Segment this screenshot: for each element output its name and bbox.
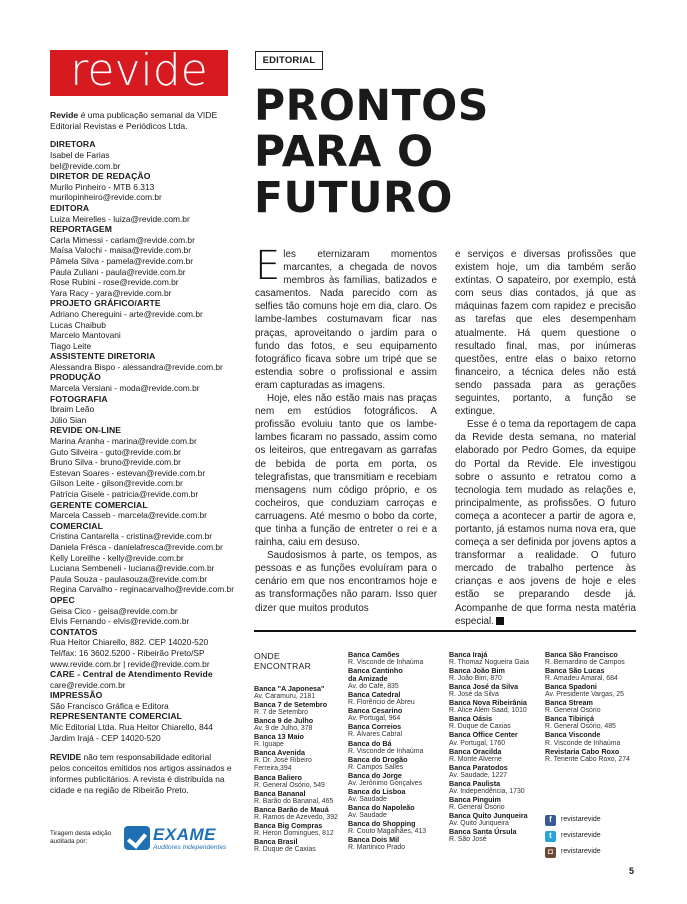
staff-line: murilopinheiro@revide.com.br (50, 192, 162, 203)
newsstand-name: Banca Correios (348, 722, 402, 732)
newsstand-address: Av. Presidente Vargas, 25 (545, 691, 624, 699)
staff-heading: CONTATOS (50, 626, 98, 637)
staff-line: bel@revide.com.br (50, 160, 121, 171)
newsstand-name: Banca Stream (545, 698, 593, 708)
staff-line: Mic Editorial Ltda. Rua Heitor Chiarello, 844 (50, 722, 213, 733)
newsstand-name: Banca 7 de Setembro (254, 700, 328, 710)
newsstand-address: R. Thomaz Nogueira Gaia (449, 659, 529, 667)
newsstand-column (348, 651, 426, 852)
newsstand-name: Banca Spadoni (545, 682, 597, 692)
exame-logo (124, 824, 236, 854)
newsstand-name: Banca Pinguim (449, 794, 501, 804)
newsstand-address: Av. Portugal, 964 (348, 715, 401, 723)
newsstand-name: Banca "A Japonesa" (254, 684, 325, 693)
drop-cap: E (255, 243, 281, 289)
newsstand-name: Banca Santa Úrsula (449, 827, 517, 837)
staff-heading: PROJETO GRÁFICO/ARTE (50, 298, 161, 309)
social-link[interactable] (545, 844, 601, 860)
newsstand-address: R. Monte Alverne (449, 755, 502, 763)
newsstand-name: Banca Visconde (545, 730, 601, 740)
newsstand-address: R. Martinico Prado (348, 844, 406, 852)
intro-text: é uma publicação semanal da VIDE Editorial Revistas e Periódicos Ltda. (50, 110, 218, 132)
newsstand-address: Av. 9 de Julho, 378 (254, 725, 313, 733)
newsstand-name: Banca Dois Mil (348, 835, 400, 845)
staff-line: Isabel de Farias (50, 150, 110, 160)
staff-line: Jardim Irajá - CEP 14020-520 (50, 732, 161, 743)
staff-line: care@revide.com.br (50, 679, 126, 690)
newsstand-address: Ferreira,394 (254, 765, 292, 773)
staff-heading: ASSISTENTE DIRETORIA (50, 351, 156, 362)
staff-line: Daniela Frésca - danielafresca@revide.com.br (50, 541, 223, 552)
newsstand-name: Banca Tibiriçá (545, 714, 595, 724)
where-title-line: ONDE (254, 651, 281, 661)
staff-line: Patrícia Gisele - patricia@revide.com.br (50, 489, 199, 499)
staff-line: Yara Racy - yara@revide.com.br (50, 287, 172, 298)
staff-heading: DIRETOR DE REDAÇÃO (50, 171, 151, 182)
newsstand-name: Banca Big Compras (254, 820, 323, 830)
newsstand-address: Av. Independência, 1730 (449, 787, 525, 795)
social-link[interactable] (545, 812, 601, 828)
intro-brand: Revide (50, 110, 79, 120)
section-tag: EDITORIAL (255, 51, 323, 70)
staff-box (50, 45, 234, 795)
staff-line: Bruno Silva - bruno@revide.com.br (50, 457, 181, 468)
staff-line: Júlio Sian (50, 414, 87, 425)
newsstand-address: R. Dr. José Ribeiro (254, 757, 312, 765)
staff-section (50, 669, 232, 690)
staff-line: Alessandra Bispo - alessandra@revide.com.br (50, 361, 223, 372)
newsstand-name: Banca Baliero (254, 772, 302, 782)
staff-line: Kelly Loreilhe - kelly@revide.com.br (50, 552, 184, 563)
newsstand-address: Av. Saudade (348, 811, 387, 819)
staff-line: Lucas Chaibub (50, 319, 106, 330)
newsstand-address: Av. Saudade, 1227 (449, 771, 507, 779)
staff-section (50, 171, 232, 203)
newsstand-address: R. Visconde de Inhaúma (348, 659, 424, 667)
newsstand-address: R. Ramos de Azevedo, 392 (254, 813, 338, 821)
staff-line: Rua Heitor Chiarello, 882. CEP 14020-520 (50, 637, 209, 648)
newsstand-address: Av. Portugal, 1760 (449, 739, 506, 747)
page-number: 5 (629, 866, 635, 876)
paragraph-text: Esse é o tema da reportagem de capa da Revide desta semana, no material elaborado por Pedro Gomes, da equipe do Portal da Revide. Ele investigou sobre o assunto e retratou como a tecnologia tem mudado as relações e, principalmente, as profissões. O futuro começa a acontecer a partir de agora e, portanto, já estamos numa nova era, que começa a ser definida por jovens aptos a transformar a realidade. O futuro mercado de trabalho pertence às crianças e aos jovens de hoje e eles estão se preparando desde já. Acompanhe de que forma nesta matéria especial. (455, 419, 636, 627)
newsstand-name: Banca Cesarino (348, 706, 403, 716)
newsstand-column (449, 651, 529, 844)
newsstand-name: Banca Paratodos (449, 762, 508, 772)
newsstand-address: R. Amadeu Amaral, 684 (545, 675, 618, 683)
newsstand-name: Banca do Napoleão (348, 802, 415, 812)
newsstand-name: Banca do Lisboa (348, 786, 406, 796)
newsstand-name: Banca Irajá (449, 650, 488, 659)
paragraph-text: les eternizaram momentos marcantes, a chegada de novos membros às famílias, batizados e casamentos. Nada parecido com as selfies tão comuns hoje em dia, claro. Os lambe-lambes costumavam ficar nas praças, aproveitando o jardim para o fundo das fotos, e seu equipamento fotográfico ficava sobre um tripé que se estendia sobre o profissional e assim eram capturadas as imagens. (255, 249, 437, 391)
newsstand-name: Banca Avenida (254, 748, 305, 758)
staff-heading: OPEC (50, 594, 75, 605)
social-links (545, 812, 601, 860)
newsstand-name: Banca do Jorge (348, 770, 402, 780)
exame-logo-word: EXAME (153, 825, 216, 844)
staff-line: Luciana Sembeneli - luciana@revide.com.br (50, 563, 215, 574)
staff-list (50, 139, 232, 743)
disclaimer-text: não tem responsabilidade editorial pelos conceitos emitidos nos artigos assinados e informes publicitários. A revista é distribuída na cidade e na região de Ribeirão Preto. (50, 752, 232, 795)
newsstand-name: Banca Catedral (348, 690, 401, 700)
newsstand-column (545, 651, 630, 764)
staff-section (50, 627, 232, 669)
staff-line: Elvis Fernando - elvis@revide.com.br (50, 616, 190, 627)
staff-section (50, 394, 232, 426)
newsstand-address: R. Álvares Cabral (348, 731, 402, 739)
staff-section (50, 372, 232, 393)
newsstand-address: R. General Osório, 549 (254, 781, 325, 789)
audit-text: Tiragem desta edição auditada por: (50, 830, 112, 845)
staff-line: Cristina Cantarella - cristina@revide.com.br (50, 531, 213, 542)
staff-section (50, 224, 232, 298)
newsstand-address: R. Bernardino de Campos (545, 659, 625, 667)
newsstand-name: Banca Bananal (254, 788, 306, 798)
article-paragraph (255, 243, 437, 392)
social-link[interactable] (545, 828, 601, 844)
staff-heading: REVIDE ON-LINE (50, 425, 122, 436)
newsstand-address: R. São José (449, 836, 487, 844)
staff-section (50, 203, 232, 224)
newsstand-address: R. General Osório (449, 803, 505, 811)
newsstand-name: Banca Brasil (254, 836, 298, 846)
twitter-icon: t (545, 831, 556, 842)
staff-section (50, 521, 232, 595)
newsstand-name: Banca Paulista (449, 778, 501, 788)
staff-line: Geisa Cico - geisa@revide.com.br (50, 605, 178, 616)
staff-line: Pâmela Silva - pamela@revide.com.br (50, 255, 194, 266)
newsstand-address: R. Duque de Caxias (254, 845, 316, 853)
newsstand-address: Av. do Café, 835 (348, 683, 399, 691)
newsstand-address: R. Iguape (254, 741, 284, 749)
staff-line: Ibraim Leão (50, 404, 95, 415)
article-paragraph: Saudosismos à parte, os tempos, as pessoas e as funções evoluíram para o cenário em que nos encontramos hoje e as transformações não param. Isso quer dizer que muitos produtos (255, 550, 437, 614)
article-paragraph: Hoje, eles não estão mais nas praças nem em estúdios fotográficos. A profissão evoluiu tanto que os lambe-lambes ficaram no passado, assim como os leiteiros, que entregavam as garrafas de bebida de porta em porta, os telegrafistas, que transmitiam e recebiam mensagens num código próprio, e os cocheiros, que conduziam carroças e carruagens. Até mesmo o bobo da corte, que tinha a função de entreter o rei e a rainha, caiu em desuso. (255, 393, 437, 549)
staff-line: Rose Rubini - rose@revide.com.br (50, 277, 179, 288)
newsstand-address: R. General Osório (545, 707, 601, 715)
staff-line: Murilo Pinheiro - MTB 6.313 (50, 181, 155, 192)
staff-section (50, 425, 232, 499)
disclaimer (50, 752, 232, 795)
where-title-line: ENCONTRAR (254, 661, 312, 671)
newsstand-address: R. João Bim, 870 (449, 675, 502, 683)
facebook-icon: f (545, 815, 556, 826)
social-handle: revistarevide (561, 848, 601, 855)
newsstand-address: R. Duque de Caxias (449, 723, 511, 731)
newsstand-address: Av. Caramuru, 2181 (254, 693, 316, 701)
newsstand-address: R. Barão do Bananal, 465 (254, 797, 334, 805)
newsstand-address: Av. Saudade (348, 795, 387, 803)
staff-section (50, 298, 232, 351)
staff-line: Luiza Meirelles - luiza@revide.com.br (50, 213, 190, 224)
newsstand-name: Banca Barão de Mauá (254, 804, 329, 814)
staff-heading: DIRETORA (50, 139, 96, 150)
staff-line: Adriano Chereguini - arte@revide.com.br (50, 308, 203, 319)
title-line: PRONTOS (254, 82, 489, 131)
newsstand-name: Banca José da Silva (449, 682, 519, 692)
staff-line: Maísa Valochi - maisa@revide.com.br (50, 245, 191, 256)
newsstand-address: R. General Osório, 485 (545, 723, 616, 731)
newsstand-name: Banca São Francisco (545, 650, 618, 659)
newsstand-address: R. Campos Salles (348, 763, 404, 771)
where-to-find-title (254, 651, 311, 671)
staff-line: Paula Zuliani - paula@revide.com.br (50, 266, 186, 277)
staff-heading: CARE - Central de Atendimento Revide (50, 669, 213, 680)
newsstand-name: Banca 9 de Julho (254, 716, 314, 726)
social-handle: revistarevide (561, 816, 601, 823)
newsstand-name: Banca Quito Junqueira (449, 810, 528, 820)
newsstand-name: Banca Oracilda (449, 746, 502, 756)
staff-line: Tel/fax: 16 3602.5200 - Ribeirão Preto/SP (50, 647, 205, 658)
newsstand-address: Av. Quito Junqueira (449, 819, 509, 827)
newsstand-address: R. Visconde de Inhaúma (545, 739, 621, 747)
staff-line: Carla Mimessi - carlam@revide.com.br (50, 234, 195, 245)
staff-line: Marcela Versiani - moda@revide.com.br (50, 383, 200, 394)
staff-line: Marcela Casseb - marcela@revide.com.br (50, 510, 207, 521)
newsstand-address: R. Visconde de Inhaúma (348, 747, 424, 755)
logo-text: revide (70, 45, 208, 96)
social-handle: revistarevide (561, 832, 601, 839)
newsstand-name: Banca do Drogão (348, 754, 408, 764)
checkmark-icon (124, 826, 150, 850)
staff-heading: GERENTE COMERCIAL (50, 499, 148, 510)
staff-heading: COMERCIAL (50, 520, 103, 531)
staff-section (50, 351, 232, 372)
audit-block (50, 824, 232, 854)
staff-heading: IMPRESSÃO (50, 690, 103, 701)
end-mark-icon (496, 617, 504, 625)
staff-line: www.revide.com.br | revide@revide.com.br (50, 658, 210, 669)
staff-section (50, 500, 232, 521)
staff-line: Paula Souza - paulasouza@revide.com.br (50, 573, 208, 584)
newsstand-name: Banca do Bá (348, 738, 392, 748)
staff-line: Marina Aranha - marina@revide.com.br (50, 436, 197, 447)
staff-heading: PRODUÇÃO (50, 372, 101, 383)
staff-line: Marcelo Mantovani (50, 330, 121, 341)
newsstand-name: da Amizade (348, 674, 388, 684)
newsstand-name: Banca Camões (348, 650, 400, 659)
newsstand-name: Banca São Lucas (545, 666, 605, 676)
article-column-1 (255, 243, 437, 615)
newsstand-address: R. Heron Domingues, 812 (254, 829, 334, 837)
page-title (254, 84, 554, 222)
newsstand-column (254, 685, 338, 854)
article-paragraph (455, 418, 636, 628)
staff-line: Gilson Leite - gilson@revide.com.br (50, 478, 183, 489)
staff-line: Estevan Soares - estevan@revide.com.br (50, 467, 206, 478)
staff-heading: EDITORA (50, 202, 90, 213)
newsstand-address: R. Couto Magalhães, 413 (348, 828, 427, 836)
newsstand-name: Banca Nova Ribeirânia (449, 698, 527, 708)
publication-intro (50, 110, 232, 132)
disclaimer-brand: REVIDE (50, 752, 82, 763)
instagram-icon: ◘ (545, 847, 556, 858)
newsstand-address: R. Alice Além Saad, 1010 (449, 707, 527, 715)
staff-section (50, 595, 232, 627)
section-divider (254, 630, 636, 632)
newsstand-address: R. Tenente Cabo Roxo, 274 (545, 755, 630, 763)
staff-heading: REPORTAGEM (50, 224, 112, 235)
staff-line: Regina Carvalho - reginacarvalho@revide.com.br (50, 584, 234, 595)
title-line: FUTURO (254, 174, 453, 223)
title-line: PARA O (254, 128, 434, 177)
staff-line: Tiago Leite (50, 340, 92, 351)
staff-line: Guto Silveira - guto@revide.com.br (50, 446, 181, 457)
newsstand-address: R. 7 de Setembro (254, 709, 309, 717)
newsstand-address: Av. Jerônimo Gonçalves (348, 779, 423, 787)
staff-heading: FOTOGRAFIA (50, 393, 108, 404)
newsstand-name: Banca Oásis (449, 714, 493, 724)
newsstand-address: R. Florêncio de Abreu (348, 699, 415, 707)
staff-section (50, 711, 232, 743)
newsstand-name: Banca do Shopping (348, 818, 416, 828)
article-column-2 (455, 248, 636, 628)
exame-logo-sub: Auditores Independentes (153, 844, 227, 851)
article-paragraph: e serviços e diversas profissões que existem hoje, um dia também serão extintas. O sapateiro, por exemplo, está com seus dias contados, já que as máquinas fazem com rapidez e precisão as tarefas que eles desempenham atualmente. Há quem questione o resultado final, mas, por inúmeras questões, entre elas o baixo retorno financeiro, a técnica deles não está sendo passada para as gerações seguintes, portanto, a função se extingue. (455, 249, 636, 418)
newsstand-name: Banca 13 Maio (254, 732, 304, 742)
newsstand-name: Banca Office Center (449, 730, 518, 740)
staff-heading: REPRESENTANTE COMERCIAL (50, 711, 183, 722)
staff-line: São Francisco Gráfica e Editora (50, 700, 169, 711)
staff-section (50, 690, 232, 711)
newsstand-name: Banca João Bim (449, 666, 505, 676)
newsstand-address: R. José da Silva (449, 691, 499, 699)
newsstand-name: Revistaria Cabo Roxo (545, 746, 620, 756)
newsstand-name: Banca Cantinho (348, 666, 403, 676)
staff-section (50, 139, 232, 171)
revide-logo (50, 45, 228, 96)
